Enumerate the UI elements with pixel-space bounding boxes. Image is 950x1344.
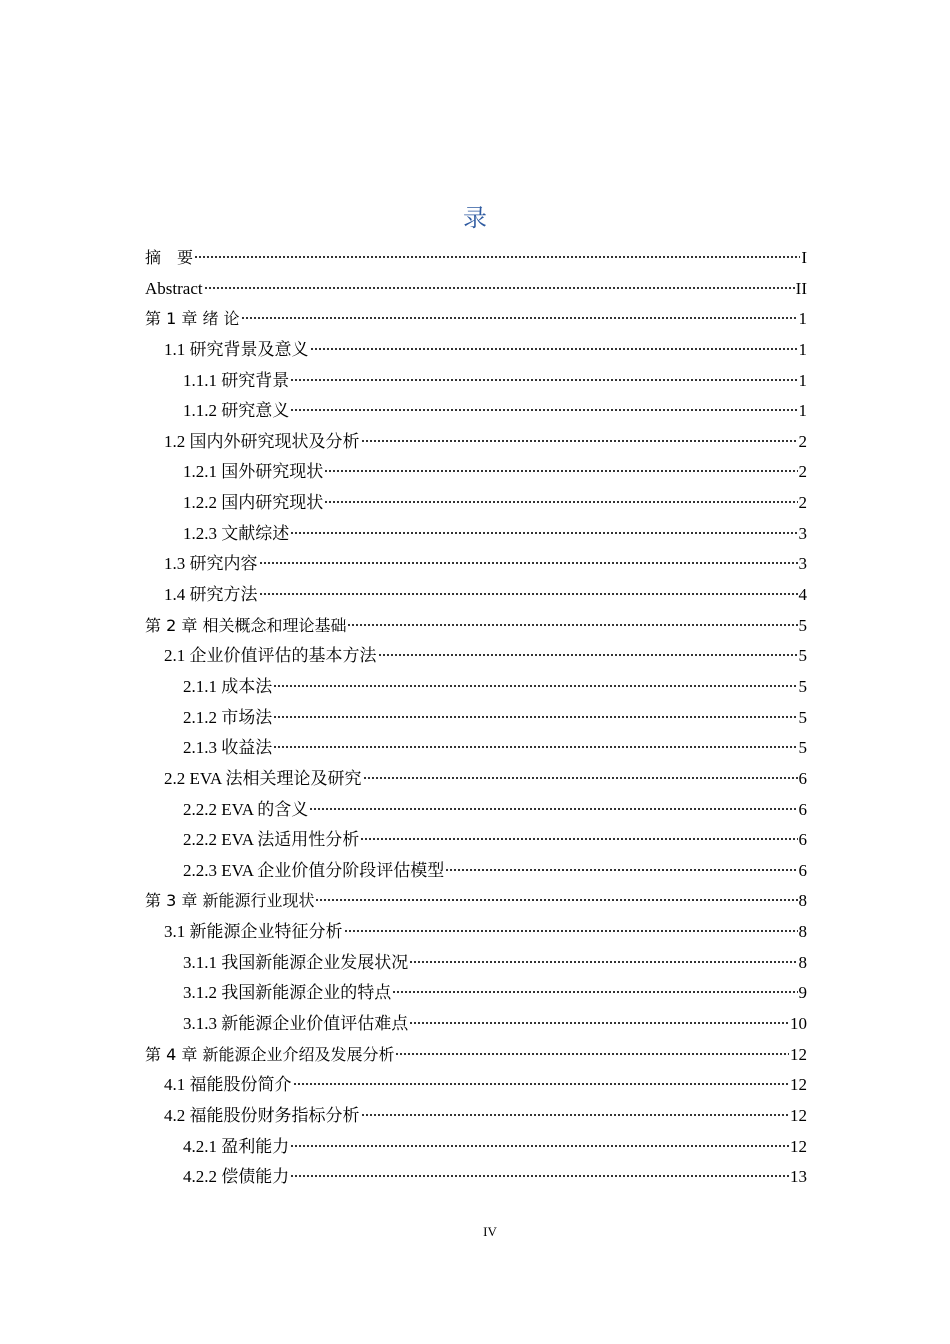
toc-list bbox=[145, 243, 807, 1193]
toc-entry[interactable] bbox=[145, 641, 807, 672]
toc-entry-label: 2.1 企业价值评估的基本方法 bbox=[164, 646, 377, 666]
toc-entry[interactable] bbox=[145, 580, 807, 611]
toc-entry[interactable] bbox=[145, 304, 807, 335]
toc-dot-leader bbox=[273, 741, 797, 749]
toc-entry-page-number: 8 bbox=[798, 952, 807, 972]
toc-entry[interactable] bbox=[145, 274, 807, 305]
toc-entry-page-number: 5 bbox=[798, 615, 807, 635]
toc-entry-page-number: 12 bbox=[790, 1075, 807, 1095]
toc-entry-page-number: 4 bbox=[798, 585, 807, 605]
toc-entry-page-number: 2 bbox=[798, 431, 807, 451]
toc-dot-leader bbox=[290, 404, 797, 412]
toc-dot-leader bbox=[324, 465, 797, 473]
toc-entry-label: 3.1.1 我国新能源企业发展状况 bbox=[183, 952, 409, 972]
toc-entry-label: 摘 要 bbox=[145, 248, 194, 267]
toc-entry-label: 3.1.2 我国新能源企业的特点 bbox=[183, 983, 392, 1003]
toc-entry-page-number: 5 bbox=[798, 707, 807, 727]
toc-entry-page-number: 10 bbox=[790, 1014, 807, 1034]
toc-entry-page-number: 12 bbox=[790, 1105, 807, 1125]
toc-entry-label: 2.1.1 成本法 bbox=[183, 676, 273, 696]
toc-dot-leader bbox=[259, 588, 798, 596]
toc-entry[interactable] bbox=[145, 917, 807, 948]
toc-dot-leader bbox=[315, 894, 797, 902]
toc-entry-label: 4.2 福能股份财务指标分析 bbox=[164, 1105, 360, 1125]
toc-dot-leader bbox=[273, 680, 797, 688]
page-number: IV bbox=[483, 1224, 497, 1239]
toc-entry-page-number: I bbox=[801, 248, 807, 267]
toc-dot-leader bbox=[361, 1109, 790, 1117]
toc-dot-leader bbox=[395, 1048, 789, 1056]
toc-entry-label: 1.1.1 研究背景 bbox=[183, 370, 290, 390]
toc-entry[interactable] bbox=[145, 764, 807, 795]
toc-dot-leader bbox=[309, 803, 797, 811]
toc-entry-label: 1.2.2 国内研究现状 bbox=[183, 493, 324, 513]
toc-entry-page-number: 6 bbox=[798, 768, 807, 788]
toc-entry[interactable] bbox=[145, 611, 807, 642]
toc-entry[interactable] bbox=[145, 1009, 807, 1040]
toc-entry[interactable] bbox=[145, 948, 807, 979]
toc-dot-leader bbox=[324, 496, 797, 504]
toc-entry-page-number: 8 bbox=[798, 922, 807, 942]
toc-entry[interactable] bbox=[145, 856, 807, 887]
toc-entry-page-number: II bbox=[795, 278, 807, 298]
toc-dot-leader bbox=[194, 251, 800, 259]
toc-dot-leader bbox=[290, 374, 797, 382]
toc-entry-page-number: 8 bbox=[798, 891, 807, 911]
toc-entry-page-number: 1 bbox=[798, 309, 807, 329]
toc-entry-page-number: 5 bbox=[798, 646, 807, 666]
toc-entry[interactable] bbox=[145, 1101, 807, 1132]
toc-entry-label: 4.2.1 盈利能力 bbox=[183, 1136, 290, 1156]
toc-dot-leader bbox=[344, 925, 798, 933]
toc-entry-label: 2.2.2 EVA 法适用性分析 bbox=[183, 830, 360, 850]
toc-dot-leader bbox=[347, 619, 797, 627]
toc-entry-page-number: 5 bbox=[798, 676, 807, 696]
toc-entry-label: 1.2.1 国外研究现状 bbox=[183, 462, 324, 482]
toc-entry[interactable] bbox=[145, 886, 807, 917]
toc-entry-label: 2.2 EVA 法相关理论及研究 bbox=[164, 768, 362, 788]
toc-entry[interactable] bbox=[145, 549, 807, 580]
toc-entry[interactable] bbox=[145, 1040, 807, 1071]
toc-entry[interactable] bbox=[145, 366, 807, 397]
toc-dot-leader bbox=[204, 282, 795, 290]
toc-entry-label: 1.2 国内外研究现状及分析 bbox=[164, 431, 360, 451]
toc-entry-label: 第 3 章 新能源行业现状 bbox=[145, 891, 315, 911]
toc-entry-page-number: 1 bbox=[798, 401, 807, 421]
toc-dot-leader bbox=[363, 772, 798, 780]
toc-entry[interactable] bbox=[145, 427, 807, 458]
toc-entry[interactable] bbox=[145, 825, 807, 856]
toc-entry-page-number: 2 bbox=[798, 493, 807, 513]
toc-title: 录 bbox=[463, 204, 487, 232]
toc-dot-leader bbox=[392, 986, 797, 994]
toc-entry[interactable] bbox=[145, 672, 807, 703]
toc-entry-page-number: 13 bbox=[790, 1167, 807, 1187]
toc-entry[interactable] bbox=[145, 733, 807, 764]
toc-dot-leader bbox=[445, 864, 797, 872]
toc-entry-label: 2.1.3 收益法 bbox=[183, 738, 273, 758]
toc-entry-label: 1.4 研究方法 bbox=[164, 585, 258, 605]
toc-entry[interactable] bbox=[145, 1162, 807, 1193]
toc-dot-leader bbox=[290, 1140, 789, 1148]
toc-entry-page-number: 6 bbox=[798, 860, 807, 880]
toc-entry-page-number: 5 bbox=[798, 738, 807, 758]
toc-entry-page-number: 6 bbox=[798, 830, 807, 850]
toc-dot-leader bbox=[273, 711, 797, 719]
toc-entry[interactable] bbox=[145, 457, 807, 488]
toc-entry[interactable] bbox=[145, 978, 807, 1009]
toc-dot-leader bbox=[409, 1017, 789, 1025]
toc-dot-leader bbox=[290, 1170, 789, 1178]
toc-dot-leader bbox=[361, 435, 798, 443]
toc-entry-page-number: 12 bbox=[790, 1136, 807, 1156]
toc-entry-label: 3.1.3 新能源企业价值评估难点 bbox=[183, 1014, 409, 1034]
toc-dot-leader bbox=[378, 649, 798, 657]
toc-entry-label: 1.3 研究内容 bbox=[164, 554, 258, 574]
toc-entry-page-number: 12 bbox=[790, 1044, 807, 1064]
toc-entry-label: 4.1 福能股份简介 bbox=[164, 1075, 292, 1095]
toc-dot-leader bbox=[290, 527, 797, 535]
toc-entry-page-number: 6 bbox=[798, 799, 807, 819]
toc-entry[interactable] bbox=[145, 519, 807, 550]
toc-entry[interactable] bbox=[145, 335, 807, 366]
toc-entry[interactable] bbox=[145, 488, 807, 519]
toc-entry-page-number: 1 bbox=[798, 339, 807, 359]
toc-entry[interactable] bbox=[145, 1132, 807, 1163]
toc-entry-label: 1.1.2 研究意义 bbox=[183, 401, 290, 421]
toc-entry-label: 2.2.2 EVA 的含义 bbox=[183, 799, 309, 819]
toc-entry-label: 2.2.3 EVA 企业价值分阶段评估模型 bbox=[183, 860, 445, 880]
toc-entry-label: 第 4 章 新能源企业介绍及发展分析 bbox=[145, 1044, 395, 1064]
toc-entry-page-number: 2 bbox=[798, 462, 807, 482]
toc-dot-leader bbox=[409, 956, 797, 964]
toc-dot-leader bbox=[259, 557, 798, 565]
toc-dot-leader bbox=[241, 312, 798, 320]
toc-entry-label: 3.1 新能源企业特征分析 bbox=[164, 922, 343, 942]
toc-entry-page-number: 3 bbox=[798, 554, 807, 574]
toc-entry[interactable] bbox=[145, 396, 807, 427]
toc-entry-label: 2.1.2 市场法 bbox=[183, 707, 273, 727]
toc-dot-leader bbox=[293, 1078, 790, 1086]
toc-entry[interactable] bbox=[145, 703, 807, 734]
toc-entry[interactable] bbox=[145, 243, 807, 274]
toc-dot-leader bbox=[310, 343, 798, 351]
toc-entry[interactable] bbox=[145, 1070, 807, 1101]
toc-entry-page-number: 3 bbox=[798, 523, 807, 543]
toc-entry-label: Abstract bbox=[145, 278, 203, 298]
toc-entry-page-number: 1 bbox=[798, 370, 807, 390]
toc-entry-label: 第 2 章 相关概念和理论基础 bbox=[145, 615, 347, 635]
toc-entry-label: 1.2.3 文献综述 bbox=[183, 523, 290, 543]
toc-entry-label: 1.1 研究背景及意义 bbox=[164, 339, 309, 359]
toc-entry-label: 4.2.2 偿债能力 bbox=[183, 1167, 290, 1187]
toc-entry-page-number: 9 bbox=[798, 983, 807, 1003]
toc-entry-label: 第 1 章 绪 论 bbox=[145, 309, 240, 329]
toc-dot-leader bbox=[360, 833, 797, 841]
toc-entry[interactable] bbox=[145, 795, 807, 826]
